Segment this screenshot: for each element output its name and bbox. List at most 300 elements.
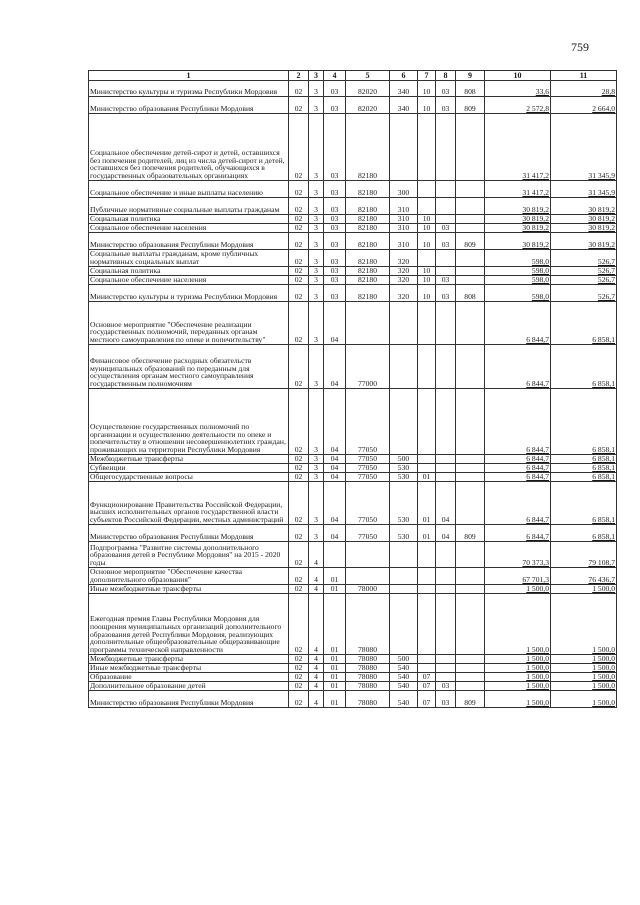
code-cell: 02 [289,542,309,568]
amount-value: 30 819,2 [588,240,615,250]
code-cell [456,181,485,198]
amount-col-10 [485,525,551,542]
column-header: 6 [390,71,418,81]
row-name: Межбюджетные трансферты [89,655,289,664]
row-name: Социальная политика [89,267,289,276]
code-cell [390,585,418,594]
code-cell: 530 [390,525,418,542]
code-cell: 82020 [346,81,390,97]
amount-value: 598,0 [531,266,549,276]
amount-value: 79 108,7 [588,558,615,568]
code-cell: 04 [436,482,456,525]
column-header: 11 [551,71,617,81]
code-cell [436,455,456,464]
amount-value: 1 500,0 [592,672,615,682]
code-cell: 01 [324,664,346,673]
code-cell: 02 [289,276,309,285]
amount-col-11 [551,267,617,276]
code-cell [390,568,418,585]
code-cell: 02 [289,455,309,464]
code-cell: 02 [289,114,309,181]
amount-value: 30 819,2 [588,214,615,224]
row-name: Министерство образования Республики Мордовия [89,233,289,250]
code-cell: 78080 [346,594,390,655]
amount-value: 6 844,7 [526,463,549,473]
row-name: Иные межбюджетные трансферты [89,585,289,594]
code-cell: 320 [390,285,418,302]
amount-col-10 [485,542,551,568]
code-cell [456,302,485,345]
code-cell [436,267,456,276]
row-name: Министерство культуры и туризма Республики Мордовия [89,285,289,302]
amount-value: 30 819,2 [588,205,615,215]
code-cell: 02 [289,345,309,389]
table-row [89,302,617,345]
table-row [89,473,617,482]
table-row [89,250,617,267]
code-cell: 02 [289,224,309,233]
code-cell [436,568,456,585]
amount-col-10 [485,181,551,198]
code-cell [456,568,485,585]
code-cell [346,568,390,585]
amount-value: 598,0 [531,292,549,302]
code-cell: 04 [324,464,346,473]
row-name: Ежегодная премия Главы Республики Мордовия для поощрения муниципальных организаций дополнительного образования детей Республики Мордовия, реализующих дополнительные общеобразовательные общеразвивающие программы технической направленности [89,594,289,655]
page-number: 759 [571,40,589,54]
code-cell [436,215,456,224]
amount-col-10 [485,224,551,233]
code-cell: 03 [436,285,456,302]
amount-value: 6 844,7 [526,532,549,542]
code-cell: 07 [418,682,436,691]
amount-col-10 [485,594,551,655]
code-cell: 03 [436,97,456,114]
amount-value: 6 844,7 [526,515,549,525]
table-row [89,198,617,215]
amount-value: 526,7 [597,275,615,285]
code-cell: 03 [436,224,456,233]
amount-col-11 [551,97,617,114]
code-cell [456,276,485,285]
code-cell [456,594,485,655]
code-cell [346,542,390,568]
amount-value: 6 858,1 [592,454,615,464]
amount-value: 30 819,2 [522,223,549,233]
code-cell: 03 [324,285,346,302]
code-cell [418,114,436,181]
amount-col-10 [485,233,551,250]
column-header: 3 [309,71,324,81]
code-cell: 03 [324,276,346,285]
code-cell: 78080 [346,682,390,691]
amount-col-10 [485,464,551,473]
header-row [89,71,617,81]
code-cell: 3 [309,233,324,250]
amount-col-10 [485,455,551,464]
row-name: Министерство образования Республики Мордовия [89,525,289,542]
code-cell: 3 [309,181,324,198]
amount-value: 6 858,1 [592,532,615,542]
amount-value: 6 858,1 [592,515,615,525]
code-cell: 01 [324,655,346,664]
code-cell: 4 [309,682,324,691]
code-cell [418,345,436,389]
code-cell: 809 [456,691,485,708]
code-cell: 04 [324,389,346,455]
code-cell [390,389,418,455]
code-cell: 02 [289,585,309,594]
code-cell: 03 [324,181,346,198]
amount-col-10 [485,682,551,691]
code-cell: 82180 [346,224,390,233]
code-cell [436,198,456,215]
amount-value: 67 701,3 [522,575,549,585]
amount-value: 28,8 [601,87,615,97]
table-row [89,655,617,664]
code-cell: 808 [456,81,485,97]
code-cell [418,594,436,655]
code-cell [436,345,456,389]
code-cell: 78080 [346,664,390,673]
budget-table [88,70,617,708]
amount-col-10 [485,568,551,585]
table-row [89,267,617,276]
code-cell: 02 [289,691,309,708]
code-cell [436,655,456,664]
amount-value: 1 500,0 [526,698,549,708]
code-cell: 02 [289,464,309,473]
code-cell: 77050 [346,473,390,482]
code-cell: 01 [418,525,436,542]
code-cell: 02 [289,198,309,215]
code-cell: 77050 [346,389,390,455]
code-cell [418,250,436,267]
amount-value: 1 500,0 [592,698,615,708]
code-cell: 310 [390,215,418,224]
amount-col-11 [551,542,617,568]
code-cell: 04 [324,525,346,542]
code-cell: 78080 [346,673,390,682]
amount-col-11 [551,585,617,594]
code-cell: 02 [289,181,309,198]
code-cell: 03 [436,81,456,97]
code-cell [456,224,485,233]
code-cell: 320 [390,250,418,267]
code-cell: 77050 [346,464,390,473]
amount-col-10 [485,114,551,181]
table-row [89,673,617,682]
code-cell: 3 [309,114,324,181]
row-name: Осуществление государственных полномочий по организации и осуществлению деятельности по опеке и попечительству в отношении несовершеннолетних граждан, проживающих на территории Республики Мордовия [89,389,289,455]
amount-col-10 [485,389,551,455]
amount-value: 6 844,7 [526,445,549,455]
code-cell: 01 [324,568,346,585]
table-row [89,691,617,708]
code-cell: 82180 [346,181,390,198]
code-cell [436,664,456,673]
code-cell: 4 [309,664,324,673]
amount-col-11 [551,114,617,181]
code-cell [436,181,456,198]
amount-col-11 [551,673,617,682]
code-cell: 02 [289,389,309,455]
code-cell: 340 [390,81,418,97]
amount-value: 1 500,0 [526,663,549,673]
code-cell: 530 [390,482,418,525]
row-name: Социальная политика [89,215,289,224]
code-cell [418,664,436,673]
code-cell [456,682,485,691]
amount-col-11 [551,81,617,97]
row-name: Социальное обеспечение и иные выплаты населению [89,181,289,198]
amount-value: 1 500,0 [592,584,615,594]
amount-value: 31 417,2 [522,171,549,181]
table-row [89,482,617,525]
amount-value: 1 500,0 [526,645,549,655]
code-cell: 320 [390,276,418,285]
code-cell: 10 [418,233,436,250]
code-cell [436,389,456,455]
amount-col-11 [551,250,617,267]
amount-value: 30 819,2 [522,240,549,250]
amount-value: 6 858,1 [592,379,615,389]
code-cell: 3 [309,81,324,97]
code-cell [418,302,436,345]
amount-value: 526,7 [597,257,615,267]
row-name: Межбюджетные трансферты [89,455,289,464]
code-cell: 03 [436,233,456,250]
code-cell: 77050 [346,455,390,464]
code-cell: 02 [289,664,309,673]
amount-col-10 [485,691,551,708]
amount-value: 31 345,9 [588,171,615,181]
table-row [89,224,617,233]
code-cell: 02 [289,97,309,114]
code-cell: 4 [309,655,324,664]
column-header: 10 [485,71,551,81]
amount-col-11 [551,664,617,673]
column-header: 8 [436,71,456,81]
code-cell: 04 [324,302,346,345]
amount-col-10 [485,81,551,97]
code-cell: 320 [390,267,418,276]
code-cell: 3 [309,482,324,525]
code-cell [418,655,436,664]
code-cell: 82180 [346,250,390,267]
column-header: 4 [324,71,346,81]
table-row [89,455,617,464]
amount-value: 526,7 [597,292,615,302]
code-cell: 03 [324,97,346,114]
code-cell [456,482,485,525]
row-name: Социальное обеспечение населения [89,224,289,233]
table-row [89,114,617,181]
code-cell [418,455,436,464]
amount-value: 1 500,0 [592,663,615,673]
code-cell: 10 [418,81,436,97]
amount-value: 1 500,0 [592,645,615,655]
column-header: 5 [346,71,390,81]
code-cell: 01 [418,473,436,482]
table-row [89,389,617,455]
amount-col-11 [551,215,617,224]
code-cell: 3 [309,302,324,345]
code-cell [436,250,456,267]
code-cell: 03 [324,224,346,233]
code-cell: 340 [390,97,418,114]
amount-value: 1 500,0 [592,654,615,664]
amount-col-11 [551,482,617,525]
code-cell: 07 [418,691,436,708]
code-cell: 3 [309,285,324,302]
code-cell [456,664,485,673]
code-cell: 78080 [346,655,390,664]
code-cell: 10 [418,267,436,276]
amount-col-11 [551,285,617,302]
code-cell [418,389,436,455]
code-cell: 540 [390,664,418,673]
code-cell [456,455,485,464]
code-cell [456,464,485,473]
amount-value: 526,7 [597,266,615,276]
code-cell: 82180 [346,215,390,224]
code-cell: 3 [309,389,324,455]
amount-value: 1 500,0 [526,584,549,594]
amount-value: 6 858,1 [592,445,615,455]
code-cell: 3 [309,345,324,389]
code-cell [456,473,485,482]
code-cell: 04 [436,525,456,542]
table-row [89,525,617,542]
code-cell [418,181,436,198]
code-cell [418,198,436,215]
code-cell: 4 [309,542,324,568]
code-cell: 809 [456,97,485,114]
code-cell: 82180 [346,285,390,302]
code-cell: 10 [418,285,436,302]
row-name: Дополнительное образование детей [89,682,289,691]
code-cell: 02 [289,673,309,682]
amount-value: 6 858,1 [592,463,615,473]
amount-col-10 [485,198,551,215]
code-cell [456,585,485,594]
amount-col-10 [485,285,551,302]
amount-col-10 [485,276,551,285]
amount-col-11 [551,302,617,345]
code-cell: 310 [390,198,418,215]
column-header: 1 [89,71,289,81]
amount-value: 6 858,1 [592,335,615,345]
code-cell: 500 [390,455,418,464]
code-cell: 03 [324,81,346,97]
amount-value: 30 819,2 [522,205,549,215]
row-name: Функционирование Правительства Российской Федерации, высших исполнительных органов государственной власти субъектов Российской Федерации, местных администраций [89,482,289,525]
row-name: Публичные нормативные социальные выплаты гражданам [89,198,289,215]
code-cell: 02 [289,285,309,302]
code-cell: 77050 [346,482,390,525]
code-cell: 4 [309,673,324,682]
amount-value: 2 572,8 [526,104,549,114]
amount-value: 598,0 [531,275,549,285]
row-name: Основное мероприятие "Обеспечение качества дополнительного образования" [89,568,289,585]
amount-value: 6 844,7 [526,472,549,482]
code-cell: 04 [324,345,346,389]
code-cell: 01 [324,673,346,682]
code-cell: 82180 [346,276,390,285]
table-row [89,664,617,673]
code-cell: 540 [390,691,418,708]
code-cell: 310 [390,233,418,250]
code-cell: 3 [309,473,324,482]
code-cell: 4 [309,568,324,585]
amount-col-11 [551,345,617,389]
code-cell: 3 [309,215,324,224]
column-header: 7 [418,71,436,81]
code-cell [456,542,485,568]
code-cell: 03 [324,198,346,215]
code-cell [390,594,418,655]
code-cell: 01 [324,585,346,594]
code-cell: 530 [390,473,418,482]
code-cell [456,655,485,664]
code-cell: 809 [456,525,485,542]
amount-col-10 [485,250,551,267]
table-row [89,585,617,594]
amount-col-10 [485,215,551,224]
code-cell: 03 [324,215,346,224]
amount-col-11 [551,464,617,473]
row-name: Социальное обеспечение детей-сирот и детей, оставшихся без попечения родителей, лиц из числа детей-сирот и детей, оставшихся без попечения родителей, обучающихся в государственных образовательных организациях [89,114,289,181]
code-cell [418,464,436,473]
code-cell [456,250,485,267]
code-cell: 10 [418,215,436,224]
code-cell [436,585,456,594]
table-row [89,215,617,224]
code-cell: 01 [324,594,346,655]
code-cell [456,673,485,682]
amount-col-11 [551,233,617,250]
table-row [89,97,617,114]
amount-value: 1 500,0 [526,681,549,691]
code-cell: 02 [289,215,309,224]
row-name: Социальные выплаты гражданам, кроме публичных нормативных социальных выплат [89,250,289,267]
code-cell [418,585,436,594]
amount-value: 1 500,0 [526,672,549,682]
row-name: Общегосударственные вопросы [89,473,289,482]
code-cell: 01 [324,682,346,691]
table-row [89,285,617,302]
code-cell: 02 [289,233,309,250]
column-header: 9 [456,71,485,81]
code-cell: 82180 [346,114,390,181]
code-cell: 10 [418,224,436,233]
code-cell: 03 [324,267,346,276]
amount-col-10 [485,302,551,345]
code-cell: 3 [309,525,324,542]
amount-col-10 [485,673,551,682]
code-cell: 77000 [346,345,390,389]
code-cell [436,464,456,473]
code-cell: 4 [309,691,324,708]
amount-col-11 [551,473,617,482]
column-header: 2 [289,71,309,81]
code-cell: 02 [289,594,309,655]
row-name: Субвенции [89,464,289,473]
code-cell: 03 [436,691,456,708]
code-cell: 4 [309,594,324,655]
code-cell: 310 [390,224,418,233]
